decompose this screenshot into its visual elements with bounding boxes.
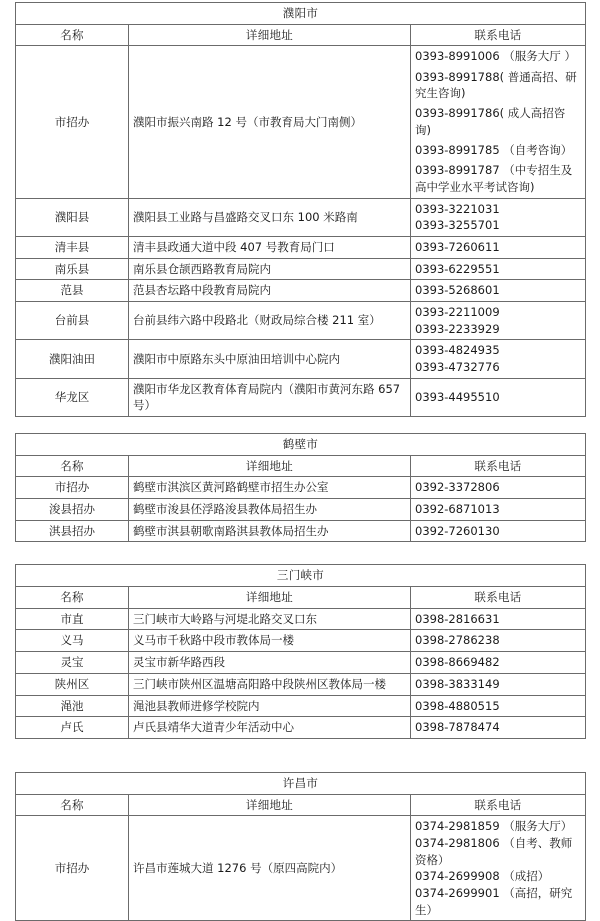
table-xuchang	[15, 772, 586, 921]
phone-entry: 0393-3255701	[415, 218, 500, 233]
cell-name: 南乐县	[16, 258, 129, 280]
table-header-row	[16, 587, 586, 609]
table-row	[16, 258, 586, 280]
cell-name: 卢氏	[16, 717, 129, 739]
table-hebi	[15, 433, 586, 542]
table-row	[16, 378, 586, 416]
phone-entry: 0398-8669482	[415, 655, 500, 670]
table-title-row	[16, 772, 586, 794]
cell-phone	[411, 630, 586, 652]
phone-entry: 0393-3221031	[415, 201, 500, 216]
table-header-row	[16, 455, 586, 477]
cell-address: 三门峡市陕州区温塘高阳路中段陕州区教体局一楼	[129, 673, 411, 695]
cell-name: 淇县招办	[16, 520, 129, 542]
table-row	[16, 46, 586, 198]
cell-address: 濮阳市中原路东头中原油田培训中心院内	[129, 340, 411, 378]
table-title: 濮阳市	[16, 3, 586, 25]
phone-entry: 0398-4880515	[415, 698, 500, 713]
table-title-row	[16, 565, 586, 587]
cell-name: 义马	[16, 630, 129, 652]
phone-entry: 0398-7878474	[415, 720, 500, 735]
cell-address: 鹤壁市淇县朝歌南路淇县教体局招生办	[129, 520, 411, 542]
table-row	[16, 717, 586, 739]
table-title: 鹤壁市	[16, 434, 586, 456]
table-row	[16, 302, 586, 340]
table-row	[16, 280, 586, 302]
cell-name: 市招办	[16, 477, 129, 499]
table-row	[16, 237, 586, 259]
cell-name: 陕州区	[16, 673, 129, 695]
table-sanmenxia	[15, 564, 586, 738]
phone-entry: 0393-8991786( 成人高招咨询)	[415, 106, 566, 138]
table-header-row	[16, 794, 586, 816]
phone-entry: 0392-3372806	[415, 480, 500, 495]
cell-address: 鹤壁市浚县伾浮路浚县教体局招生办	[129, 499, 411, 521]
cell-name: 市直	[16, 608, 129, 630]
table-title: 许昌市	[16, 772, 586, 794]
cell-phone	[411, 717, 586, 739]
table-spacer	[15, 739, 585, 772]
phone-entry: 0393-4495510	[415, 390, 500, 405]
table-spacer	[15, 417, 585, 433]
cell-name: 渑池	[16, 695, 129, 717]
table-row	[16, 608, 586, 630]
cell-phone	[411, 258, 586, 280]
table-puyang	[15, 2, 586, 417]
phone-entry: 0393-7260611	[415, 240, 500, 255]
table-row	[16, 652, 586, 674]
phone-entry: 0393-4732776	[415, 360, 500, 375]
column-header-name: 名称	[16, 455, 129, 477]
column-header-phone: 联系电话	[411, 794, 586, 816]
table-title-row	[16, 434, 586, 456]
cell-address: 濮阳市华龙区教育体育局院内（濮阳市黄河东路 657 号）	[129, 378, 411, 416]
phone-entry: 0398-2816631	[415, 611, 500, 626]
cell-phone	[411, 378, 586, 416]
column-header-address: 详细地址	[129, 455, 411, 477]
table-row	[16, 499, 586, 521]
phone-entry: 0393-4824935	[415, 343, 500, 358]
table-row	[16, 630, 586, 652]
cell-phone	[411, 499, 586, 521]
cell-phone	[411, 340, 586, 378]
cell-name: 台前县	[16, 302, 129, 340]
phone-entry: 0393-5268601	[415, 283, 500, 298]
cell-address: 卢氏县靖华大道青少年活动中心	[129, 717, 411, 739]
table-row	[16, 198, 586, 236]
table-title: 三门峡市	[16, 565, 586, 587]
cell-address: 渑池县教师进修学校院内	[129, 695, 411, 717]
table-spacer	[15, 542, 585, 564]
cell-phone	[411, 520, 586, 542]
cell-name: 灵宝	[16, 652, 129, 674]
phone-entry: 0393-2233929	[415, 321, 500, 336]
cell-address: 台前县纬六路中段路北（财政局综合楼 211 室）	[129, 302, 411, 340]
phone-entry: 0374-2699901 （高招，研究生）	[415, 885, 573, 917]
cell-phone	[411, 280, 586, 302]
table-row	[16, 673, 586, 695]
table-row	[16, 816, 586, 921]
phone-entry: 0393-6229551	[415, 261, 500, 276]
table-row	[16, 477, 586, 499]
phone-entry: 0374-2699908 （成招）	[415, 869, 550, 884]
column-header-address: 详细地址	[129, 794, 411, 816]
phone-entry: 0374-2981859 （服务大厅）	[415, 819, 573, 834]
cell-phone	[411, 608, 586, 630]
cell-address: 鹤壁市淇滨区黄河路鹤壁市招生办公室	[129, 477, 411, 499]
cell-phone	[411, 673, 586, 695]
phone-entry: 0392-6871013	[415, 502, 500, 517]
cell-name: 华龙区	[16, 378, 129, 416]
cell-phone	[411, 816, 586, 921]
phone-entry: 0393-8991787 （中专招生及高中学业水平考试咨询)	[415, 163, 573, 195]
table-row	[16, 520, 586, 542]
cell-name: 清丰县	[16, 237, 129, 259]
cell-address: 义马市千秋路中段市教体局一楼	[129, 630, 411, 652]
phone-entry: 0393-8991788( 普通高招、研究生咨询)	[415, 69, 577, 101]
table-header-row	[16, 24, 586, 46]
cell-name: 市招办	[16, 816, 129, 921]
table-row	[16, 340, 586, 378]
phone-entry: 0393-8991785 （自考咨询）	[415, 143, 573, 158]
cell-address: 灵宝市新华路西段	[129, 652, 411, 674]
column-header-phone: 联系电话	[411, 587, 586, 609]
table-title-row	[16, 3, 586, 25]
cell-address: 濮阳县工业路与昌盛路交叉口东 100 米路南	[129, 198, 411, 236]
cell-address: 三门峡市大岭路与河堤北路交叉口东	[129, 608, 411, 630]
cell-name: 濮阳油田	[16, 340, 129, 378]
phone-entry: 0392-7260130	[415, 523, 500, 538]
phone-entry: 0393-8991006 （服务大厅 ）	[415, 49, 576, 64]
cell-phone	[411, 46, 586, 198]
cell-address: 濮阳市振兴南路 12 号（市教育局大门南侧）	[129, 46, 411, 198]
cell-name: 浚县招办	[16, 499, 129, 521]
phone-entry: 0398-3833149	[415, 676, 500, 691]
cell-address: 范县杏坛路中段教育局院内	[129, 280, 411, 302]
cell-address: 许昌市莲城大道 1276 号（原四高院内）	[129, 816, 411, 921]
column-header-address: 详细地址	[129, 587, 411, 609]
cell-phone	[411, 695, 586, 717]
phone-entry: 0398-2786238	[415, 633, 500, 648]
cell-phone	[411, 198, 586, 236]
cell-name: 濮阳县	[16, 198, 129, 236]
cell-name: 范县	[16, 280, 129, 302]
column-header-name: 名称	[16, 24, 129, 46]
column-header-name: 名称	[16, 587, 129, 609]
cell-address: 南乐县仓颉西路教育局院内	[129, 258, 411, 280]
column-header-phone: 联系电话	[411, 24, 586, 46]
phone-entry: 0393-2211009	[415, 305, 500, 320]
cell-phone	[411, 302, 586, 340]
cell-address: 清丰县政通大道中段 407 号教育局门口	[129, 237, 411, 259]
phone-entry: 0374-2981806 （自考、教师资格）	[415, 835, 573, 867]
column-header-address: 详细地址	[129, 24, 411, 46]
table-row	[16, 695, 586, 717]
cell-phone	[411, 477, 586, 499]
cell-phone	[411, 237, 586, 259]
cell-phone	[411, 652, 586, 674]
column-header-name: 名称	[16, 794, 129, 816]
cell-name: 市招办	[16, 46, 129, 198]
column-header-phone: 联系电话	[411, 455, 586, 477]
